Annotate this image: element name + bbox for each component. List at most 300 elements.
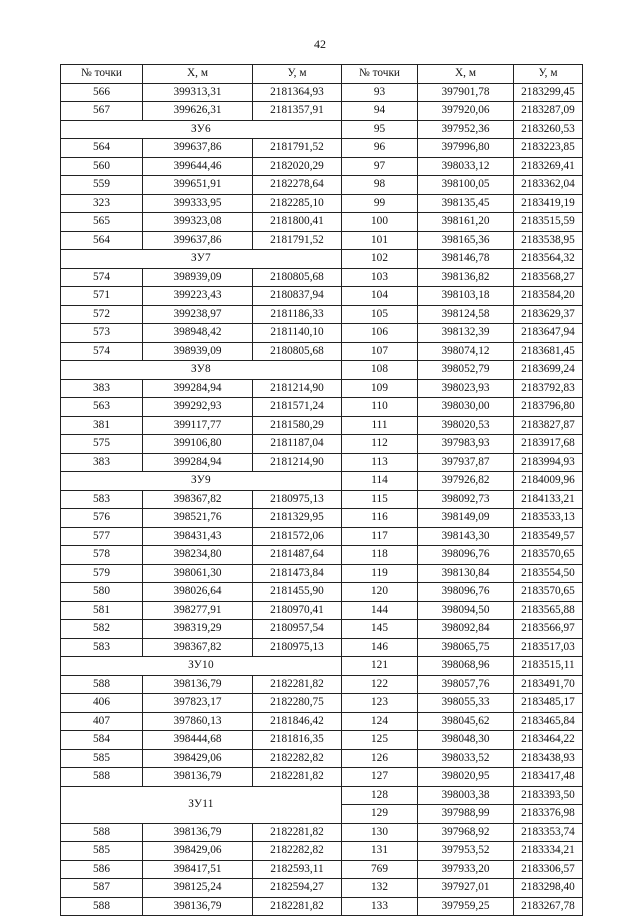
x-cell: 398521,76 <box>143 509 253 528</box>
x-cell: 398096,76 <box>418 546 514 565</box>
table-row <box>61 694 583 713</box>
table-row <box>61 620 583 639</box>
table-row <box>61 287 583 306</box>
table-row <box>61 361 583 380</box>
header-x-right: X, м <box>418 65 514 84</box>
y-cell: 2183827,87 <box>514 416 583 435</box>
table-row <box>61 490 583 509</box>
x-cell: 398429,06 <box>143 842 253 861</box>
table-row <box>61 435 583 454</box>
point-number-cell: 588 <box>61 768 143 787</box>
coordinates-table <box>60 64 583 916</box>
point-number-cell: 127 <box>342 768 418 787</box>
header-point-number-left: № точки <box>61 65 143 84</box>
point-number-cell: 126 <box>342 749 418 768</box>
x-cell: 398136,79 <box>143 768 253 787</box>
point-number-cell: 573 <box>61 324 143 343</box>
point-number-cell: 586 <box>61 860 143 879</box>
y-cell: 2182278,64 <box>253 176 342 195</box>
table-row <box>61 139 583 158</box>
x-cell: 398020,53 <box>418 416 514 435</box>
section-label: ЗУ11 <box>61 786 342 823</box>
y-cell: 2182020,29 <box>253 157 342 176</box>
table-body <box>61 83 583 916</box>
y-cell: 2181571,24 <box>253 398 342 417</box>
section-label: ЗУ9 <box>61 472 342 491</box>
x-cell: 398132,39 <box>418 324 514 343</box>
x-cell: 397926,82 <box>418 472 514 491</box>
point-number-cell: 115 <box>342 490 418 509</box>
point-number-cell: 105 <box>342 305 418 324</box>
y-cell: 2183515,11 <box>514 657 583 676</box>
point-number-cell: 580 <box>61 583 143 602</box>
point-number-cell: 560 <box>61 157 143 176</box>
table-row <box>61 731 583 750</box>
x-cell: 399637,86 <box>143 139 253 158</box>
x-cell: 398096,76 <box>418 583 514 602</box>
y-cell: 2183491,70 <box>514 675 583 694</box>
x-cell: 398052,79 <box>418 361 514 380</box>
x-cell: 399333,95 <box>143 194 253 213</box>
x-cell: 398057,76 <box>418 675 514 694</box>
x-cell: 398030,00 <box>418 398 514 417</box>
y-cell: 2183570,65 <box>514 546 583 565</box>
table-row <box>61 213 583 232</box>
y-cell: 2181186,33 <box>253 305 342 324</box>
y-cell: 2182593,11 <box>253 860 342 879</box>
x-cell: 398367,82 <box>143 490 253 509</box>
table-row <box>61 398 583 417</box>
x-cell: 398068,96 <box>418 657 514 676</box>
point-number-cell: 572 <box>61 305 143 324</box>
y-cell: 2183269,41 <box>514 157 583 176</box>
y-cell: 2181487,64 <box>253 546 342 565</box>
point-number-cell: 128 <box>342 786 418 805</box>
point-number-cell: 588 <box>61 675 143 694</box>
table-row <box>61 379 583 398</box>
x-cell: 398100,05 <box>418 176 514 195</box>
y-cell: 2183570,65 <box>514 583 583 602</box>
y-cell: 2183393,50 <box>514 786 583 805</box>
point-number-cell: 110 <box>342 398 418 417</box>
y-cell: 2183417,48 <box>514 768 583 787</box>
y-cell: 2182594,27 <box>253 879 342 898</box>
table-row <box>61 83 583 102</box>
point-number-cell: 112 <box>342 435 418 454</box>
point-number-cell: 577 <box>61 527 143 546</box>
x-cell: 399223,43 <box>143 287 253 306</box>
point-number-cell: 108 <box>342 361 418 380</box>
x-cell: 398136,82 <box>418 268 514 287</box>
x-cell: 399284,94 <box>143 379 253 398</box>
point-number-cell: 323 <box>61 194 143 213</box>
point-number-cell: 123 <box>342 694 418 713</box>
y-cell: 2183549,57 <box>514 527 583 546</box>
x-cell: 398003,38 <box>418 786 514 805</box>
x-cell: 397959,25 <box>418 897 514 916</box>
table-row <box>61 120 583 139</box>
x-cell: 398103,18 <box>418 287 514 306</box>
y-cell: 2181214,90 <box>253 379 342 398</box>
x-cell: 398065,75 <box>418 638 514 657</box>
table-row <box>61 749 583 768</box>
table-row <box>61 601 583 620</box>
point-number-cell: 120 <box>342 583 418 602</box>
y-cell: 2183699,24 <box>514 361 583 380</box>
point-number-cell: 574 <box>61 268 143 287</box>
section-label: ЗУ10 <box>61 657 342 676</box>
point-number-cell: 93 <box>342 83 418 102</box>
y-cell: 2183584,20 <box>514 287 583 306</box>
y-cell: 2182281,82 <box>253 823 342 842</box>
x-cell: 398234,80 <box>143 546 253 565</box>
x-cell: 397953,52 <box>418 842 514 861</box>
y-cell: 2183334,21 <box>514 842 583 861</box>
table-row <box>61 786 583 805</box>
table-row <box>61 250 583 269</box>
table-row <box>61 842 583 861</box>
y-cell: 2183353,74 <box>514 823 583 842</box>
point-number-cell: 131 <box>342 842 418 861</box>
y-cell: 2183306,57 <box>514 860 583 879</box>
y-cell: 2182281,82 <box>253 897 342 916</box>
x-cell: 398277,91 <box>143 601 253 620</box>
y-cell: 2181455,90 <box>253 583 342 602</box>
y-cell: 2184009,96 <box>514 472 583 491</box>
y-cell: 2183515,59 <box>514 213 583 232</box>
table-row <box>61 768 583 787</box>
y-cell: 2181364,93 <box>253 83 342 102</box>
point-number-cell: 584 <box>61 731 143 750</box>
x-cell: 397952,36 <box>418 120 514 139</box>
x-cell: 397996,80 <box>418 139 514 158</box>
header-point-number-right: № точки <box>342 65 418 84</box>
y-cell: 2181800,41 <box>253 213 342 232</box>
y-cell: 2181572,06 <box>253 527 342 546</box>
point-number-cell: 111 <box>342 416 418 435</box>
header-y-left: У, м <box>253 65 342 84</box>
table-row <box>61 472 583 491</box>
x-cell: 399644,46 <box>143 157 253 176</box>
table-row <box>61 527 583 546</box>
y-cell: 2180805,68 <box>253 268 342 287</box>
y-cell: 2182285,10 <box>253 194 342 213</box>
point-number-cell: 559 <box>61 176 143 195</box>
y-cell: 2183287,09 <box>514 102 583 121</box>
point-number-cell: 101 <box>342 231 418 250</box>
point-number-cell: 571 <box>61 287 143 306</box>
x-cell: 398061,30 <box>143 564 253 583</box>
section-label: ЗУ8 <box>61 361 342 380</box>
x-cell: 397937,87 <box>418 453 514 472</box>
x-cell: 398444,68 <box>143 731 253 750</box>
x-cell: 398939,09 <box>143 268 253 287</box>
point-number-cell: 122 <box>342 675 418 694</box>
table-row <box>61 157 583 176</box>
point-number-cell: 575 <box>61 435 143 454</box>
y-cell: 2183485,17 <box>514 694 583 713</box>
x-cell: 397823,17 <box>143 694 253 713</box>
point-number-cell: 146 <box>342 638 418 657</box>
x-cell: 398367,82 <box>143 638 253 657</box>
table-row <box>61 231 583 250</box>
point-number-cell: 585 <box>61 842 143 861</box>
table-row <box>61 509 583 528</box>
x-cell: 398048,30 <box>418 731 514 750</box>
point-number-cell: 104 <box>342 287 418 306</box>
y-cell: 2182281,82 <box>253 675 342 694</box>
x-cell: 398026,64 <box>143 583 253 602</box>
x-cell: 399117,77 <box>143 416 253 435</box>
y-cell: 2180837,94 <box>253 287 342 306</box>
point-number-cell: 144 <box>342 601 418 620</box>
point-number-cell: 574 <box>61 342 143 361</box>
table-row <box>61 583 583 602</box>
x-cell: 398319,29 <box>143 620 253 639</box>
table-row <box>61 342 583 361</box>
point-number-cell: 95 <box>342 120 418 139</box>
y-cell: 2181329,95 <box>253 509 342 528</box>
table-row <box>61 268 583 287</box>
y-cell: 2183917,68 <box>514 435 583 454</box>
point-number-cell: 132 <box>342 879 418 898</box>
point-number-cell: 121 <box>342 657 418 676</box>
y-cell: 2183629,37 <box>514 305 583 324</box>
x-cell: 399284,94 <box>143 453 253 472</box>
point-number-cell: 566 <box>61 83 143 102</box>
x-cell: 398125,24 <box>143 879 253 898</box>
table-row <box>61 638 583 657</box>
y-cell: 2183796,80 <box>514 398 583 417</box>
table-row <box>61 194 583 213</box>
x-cell: 398431,43 <box>143 527 253 546</box>
x-cell: 399292,93 <box>143 398 253 417</box>
point-number-cell: 100 <box>342 213 418 232</box>
table-row <box>61 176 583 195</box>
x-cell: 398165,36 <box>418 231 514 250</box>
point-number-cell: 103 <box>342 268 418 287</box>
point-number-cell: 124 <box>342 712 418 731</box>
y-cell: 2180970,41 <box>253 601 342 620</box>
table-row <box>61 675 583 694</box>
x-cell: 397860,13 <box>143 712 253 731</box>
x-cell: 398055,33 <box>418 694 514 713</box>
point-number-cell: 109 <box>342 379 418 398</box>
header-x-left: X, м <box>143 65 253 84</box>
point-number-cell: 97 <box>342 157 418 176</box>
x-cell: 398429,06 <box>143 749 253 768</box>
x-cell: 398023,93 <box>418 379 514 398</box>
point-number-cell: 564 <box>61 231 143 250</box>
x-cell: 398136,79 <box>143 823 253 842</box>
point-number-cell: 576 <box>61 509 143 528</box>
y-cell: 2182282,82 <box>253 749 342 768</box>
y-cell: 2183465,84 <box>514 712 583 731</box>
y-cell: 2183299,45 <box>514 83 583 102</box>
x-cell: 398135,45 <box>418 194 514 213</box>
y-cell: 2183566,97 <box>514 620 583 639</box>
x-cell: 397901,78 <box>418 83 514 102</box>
x-cell: 398033,12 <box>418 157 514 176</box>
point-number-cell: 407 <box>61 712 143 731</box>
y-cell: 2181580,29 <box>253 416 342 435</box>
point-number-cell: 130 <box>342 823 418 842</box>
x-cell: 397983,93 <box>418 435 514 454</box>
x-cell: 399238,97 <box>143 305 253 324</box>
point-number-cell: 567 <box>61 102 143 121</box>
point-number-cell: 578 <box>61 546 143 565</box>
point-number-cell: 102 <box>342 250 418 269</box>
point-number-cell: 114 <box>342 472 418 491</box>
x-cell: 398092,84 <box>418 620 514 639</box>
y-cell: 2183565,88 <box>514 601 583 620</box>
table-row <box>61 712 583 731</box>
y-cell: 2183362,04 <box>514 176 583 195</box>
point-number-cell: 106 <box>342 324 418 343</box>
table-row <box>61 546 583 565</box>
point-number-cell: 145 <box>342 620 418 639</box>
page-number: 42 <box>314 37 326 51</box>
point-number-cell: 383 <box>61 379 143 398</box>
header-row <box>61 65 583 84</box>
x-cell: 398074,12 <box>418 342 514 361</box>
point-number-cell: 582 <box>61 620 143 639</box>
x-cell: 398124,58 <box>418 305 514 324</box>
x-cell: 398136,79 <box>143 897 253 916</box>
x-cell: 397933,20 <box>418 860 514 879</box>
point-number-cell: 579 <box>61 564 143 583</box>
table-row <box>61 102 583 121</box>
point-number-cell: 125 <box>342 731 418 750</box>
table-row <box>61 324 583 343</box>
point-number-cell: 583 <box>61 638 143 657</box>
point-number-cell: 564 <box>61 139 143 158</box>
y-cell: 2183267,78 <box>514 897 583 916</box>
x-cell: 398149,09 <box>418 509 514 528</box>
x-cell: 398045,62 <box>418 712 514 731</box>
x-cell: 398939,09 <box>143 342 253 361</box>
point-number-cell: 107 <box>342 342 418 361</box>
point-number-cell: 406 <box>61 694 143 713</box>
x-cell: 398130,84 <box>418 564 514 583</box>
point-number-cell: 565 <box>61 213 143 232</box>
y-cell: 2180975,13 <box>253 490 342 509</box>
point-number-cell: 119 <box>342 564 418 583</box>
y-cell: 2182281,82 <box>253 768 342 787</box>
y-cell: 2183376,98 <box>514 805 583 824</box>
x-cell: 397988,99 <box>418 805 514 824</box>
point-number-cell: 588 <box>61 897 143 916</box>
x-cell: 398143,30 <box>418 527 514 546</box>
y-cell: 2183419,19 <box>514 194 583 213</box>
point-number-cell: 129 <box>342 805 418 824</box>
x-cell: 397968,92 <box>418 823 514 842</box>
y-cell: 2181187,04 <box>253 435 342 454</box>
x-cell: 399651,91 <box>143 176 253 195</box>
y-cell: 2181816,35 <box>253 731 342 750</box>
y-cell: 2183223,85 <box>514 139 583 158</box>
y-cell: 2183464,22 <box>514 731 583 750</box>
y-cell: 2181791,52 <box>253 231 342 250</box>
y-cell: 2180975,13 <box>253 638 342 657</box>
y-cell: 2180957,54 <box>253 620 342 639</box>
y-cell: 2183647,94 <box>514 324 583 343</box>
point-number-cell: 588 <box>61 823 143 842</box>
point-number-cell: 99 <box>342 194 418 213</box>
x-cell: 398948,42 <box>143 324 253 343</box>
y-cell: 2181140,10 <box>253 324 342 343</box>
table-row <box>61 564 583 583</box>
x-cell: 398136,79 <box>143 675 253 694</box>
y-cell: 2180805,68 <box>253 342 342 361</box>
table-row <box>61 416 583 435</box>
y-cell: 2181791,52 <box>253 139 342 158</box>
y-cell: 2183568,27 <box>514 268 583 287</box>
point-number-cell: 585 <box>61 749 143 768</box>
x-cell: 397927,01 <box>418 879 514 898</box>
point-number-cell: 96 <box>342 139 418 158</box>
point-number-cell: 381 <box>61 416 143 435</box>
point-number-cell: 133 <box>342 897 418 916</box>
table-row <box>61 453 583 472</box>
point-number-cell: 587 <box>61 879 143 898</box>
y-cell: 2182282,82 <box>253 842 342 861</box>
point-number-cell: 769 <box>342 860 418 879</box>
x-cell: 398146,78 <box>418 250 514 269</box>
table-row <box>61 879 583 898</box>
x-cell: 399106,80 <box>143 435 253 454</box>
point-number-cell: 563 <box>61 398 143 417</box>
point-number-cell: 117 <box>342 527 418 546</box>
y-cell: 2183681,45 <box>514 342 583 361</box>
table-row <box>61 897 583 916</box>
x-cell: 398020,95 <box>418 768 514 787</box>
point-number-cell: 116 <box>342 509 418 528</box>
x-cell: 398417,51 <box>143 860 253 879</box>
table-row <box>61 657 583 676</box>
point-number-cell: 383 <box>61 453 143 472</box>
x-cell: 398033,52 <box>418 749 514 768</box>
y-cell: 2183792,83 <box>514 379 583 398</box>
y-cell: 2183260,53 <box>514 120 583 139</box>
y-cell: 2183538,95 <box>514 231 583 250</box>
point-number-cell: 118 <box>342 546 418 565</box>
y-cell: 2181357,91 <box>253 102 342 121</box>
point-number-cell: 581 <box>61 601 143 620</box>
y-cell: 2182280,75 <box>253 694 342 713</box>
x-cell: 398094,50 <box>418 601 514 620</box>
table-row <box>61 823 583 842</box>
y-cell: 2181846,42 <box>253 712 342 731</box>
x-cell: 397920,06 <box>418 102 514 121</box>
y-cell: 2183438,93 <box>514 749 583 768</box>
x-cell: 399626,31 <box>143 102 253 121</box>
x-cell: 398092,73 <box>418 490 514 509</box>
y-cell: 2183554,50 <box>514 564 583 583</box>
x-cell: 399637,86 <box>143 231 253 250</box>
point-number-cell: 94 <box>342 102 418 121</box>
point-number-cell: 583 <box>61 490 143 509</box>
y-cell: 2181214,90 <box>253 453 342 472</box>
y-cell: 2181473,84 <box>253 564 342 583</box>
section-label: ЗУ6 <box>61 120 342 139</box>
y-cell: 2184133,21 <box>514 490 583 509</box>
y-cell: 2183533,13 <box>514 509 583 528</box>
table-row <box>61 305 583 324</box>
y-cell: 2183517,03 <box>514 638 583 657</box>
header-y-right: У, м <box>514 65 583 84</box>
x-cell: 399323,08 <box>143 213 253 232</box>
